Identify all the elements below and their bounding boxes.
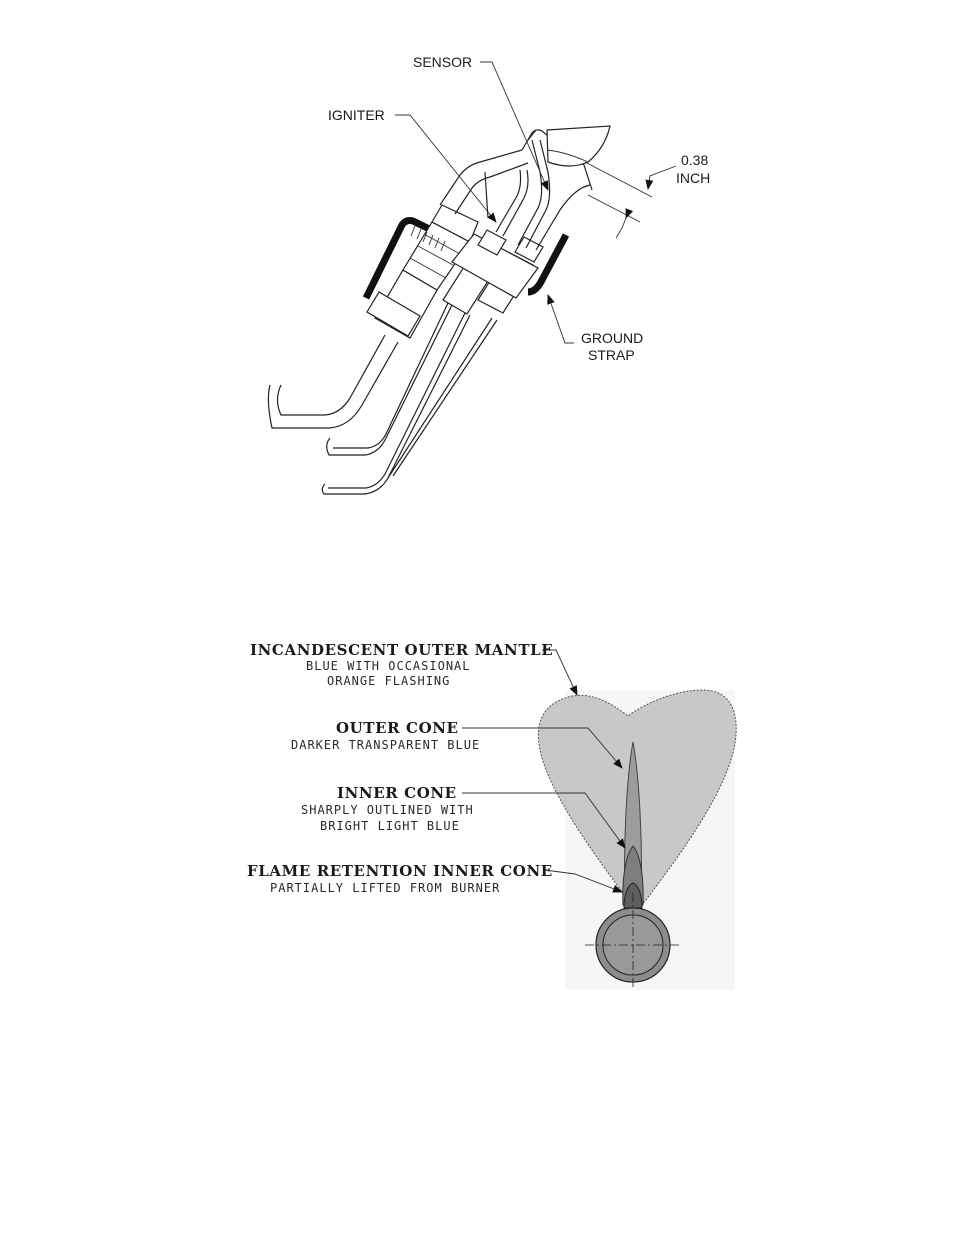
ground-strap-label-line2: STRAP bbox=[588, 347, 635, 363]
gap-dimension bbox=[585, 162, 676, 238]
insulators bbox=[367, 205, 543, 338]
retention-cone-title: FLAME RETENTION INNER CONE bbox=[247, 862, 553, 880]
inner-cone-title: INNER CONE bbox=[337, 784, 457, 802]
inner-cone-desc-1: SHARPLY OUTLINED WITH bbox=[301, 803, 474, 817]
outer-mantle-title: INCANDESCENT OUTER MANTLE bbox=[250, 641, 554, 659]
outer-cone-desc-1: DARKER TRANSPARENT BLUE bbox=[291, 738, 481, 752]
outer-cone-title: OUTER CONE bbox=[336, 719, 459, 737]
electrode-assembly-diagram bbox=[268, 54, 710, 494]
inner-cone-desc-2: BRIGHT LIGHT BLUE bbox=[320, 819, 460, 833]
gap-unit-label: INCH bbox=[676, 170, 711, 186]
retention-cone-desc-1: PARTIALLY LIFTED FROM BURNER bbox=[270, 881, 501, 895]
sensor-label: SENSOR bbox=[413, 54, 473, 70]
gap-value-label: 0.38 bbox=[681, 152, 709, 168]
ground-strap-label-line1: GROUND bbox=[581, 330, 644, 346]
outer-mantle-desc-1: BLUE WITH OCCASIONAL bbox=[306, 659, 471, 673]
igniter-label: IGNITER bbox=[328, 107, 385, 123]
flame-diagram bbox=[247, 641, 736, 990]
outer-mantle-desc-2: ORANGE FLASHING bbox=[327, 674, 451, 688]
lead-wires bbox=[268, 303, 497, 494]
